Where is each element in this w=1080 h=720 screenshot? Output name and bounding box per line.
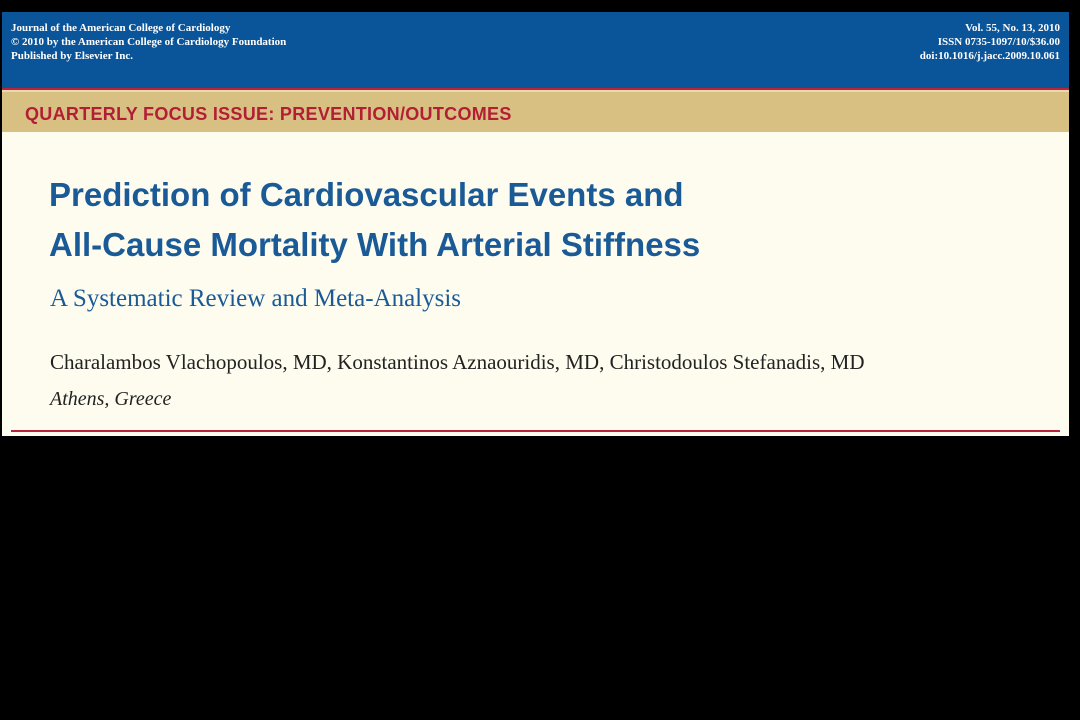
volume-line: Vol. 55, No. 13, 2010 [965, 22, 1060, 34]
article-subtitle: A Systematic Review and Meta-Analysis [50, 285, 462, 312]
issn-line: ISSN 0735-1097/10/$36.00 [937, 36, 1060, 48]
copyright-line: © 2010 by the American College of Cardiology Foundation [11, 36, 287, 48]
journal-bar [2, 12, 1069, 88]
author-affiliation: Athens, Greece [50, 388, 172, 410]
article-title [49, 170, 700, 270]
doi-line: doi:10.1016/j.jacc.2009.10.061 [919, 50, 1060, 62]
title-line-2: All-Cause Mortality With Arterial Stiffness [49, 226, 701, 263]
author-list: Charalambos Vlachopoulos, MD, Konstantinos Aznaouridis, MD, Christodoulos Stefanadis, MD [50, 350, 865, 374]
title-line-1: Prediction of Cardiovascular Events and [49, 176, 684, 213]
focus-issue-band [2, 90, 1069, 132]
publisher-line: Published by Elsevier Inc. [11, 50, 134, 62]
journal-name: Journal of the American College of Cardiology [11, 22, 231, 34]
citation-info [920, 21, 1060, 63]
focus-issue-label: QUARTERLY FOCUS ISSUE: PREVENTION/OUTCOMES [25, 104, 512, 124]
journal-info [11, 21, 286, 63]
article-header [2, 12, 1069, 436]
bottom-divider [11, 430, 1060, 432]
